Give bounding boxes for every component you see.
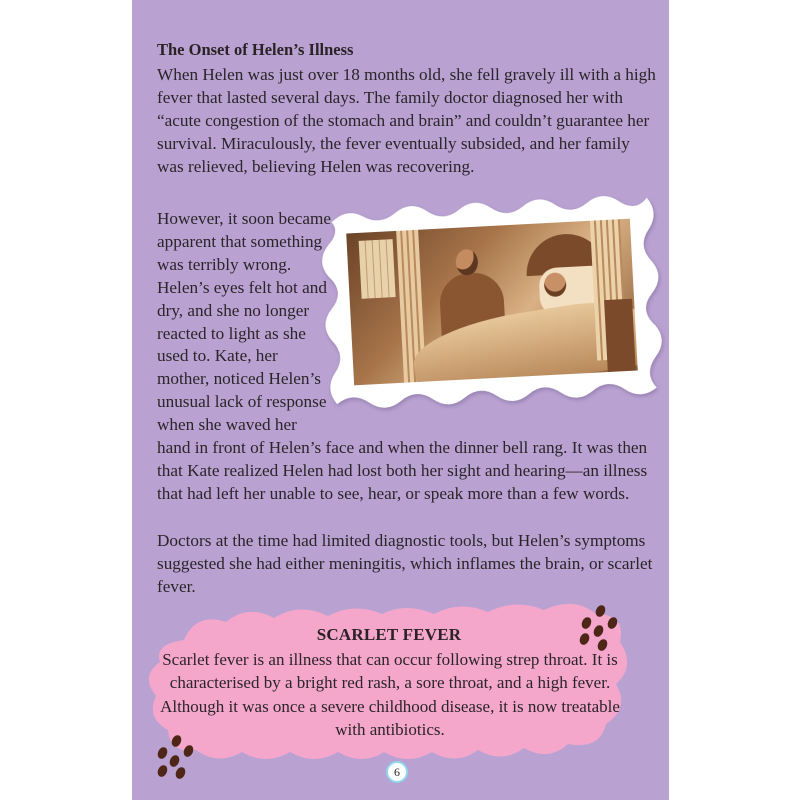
window [359, 239, 396, 299]
decorative-dots-icon [576, 603, 621, 648]
callout-text: Scarlet fever is an illness that can occur following strep throat. It is characterised by a bright red rash, a sore throat, and a high fever. Although it was once a severe childhood disease, it is now treatable with antibiotics. [160, 650, 620, 739]
illustration-image [346, 219, 638, 386]
decorative-dots-icon [156, 733, 201, 778]
mother-head [455, 249, 478, 276]
callout-title: SCARLET FEVER [316, 625, 462, 644]
paragraph-2-text: However, it soon became apparent that something was terribly wrong. Helen’s eyes felt hot and dry, and she no longer reacted to light as she used to. Kate, her mother, noticed Helen’s unusual lack of response when she waved her hand in front of Helen’s face and when the dinner bell rang. It was then that Kate realized Helen had lost both her sight and hearing—an illness that had left her unable to see, hear, or speak more than a few words. [157, 209, 648, 503]
side-table [604, 299, 636, 372]
scarlet-fever-callout [144, 600, 634, 760]
section-heading: The Onset of Helen’s Illness [157, 40, 354, 59]
book-page [132, 0, 669, 800]
illustration-frame [317, 187, 668, 417]
paragraph-1: When Helen was just over 18 months old, she fell gravely ill with a high fever that lasted several days. The family doctor diagnosed her with “acute congestion of the stomach and brain” and couldn’t guarantee her survival. Miraculously, the fever eventually subsided, and her family was relieved, believing Helen was recovering. [157, 65, 656, 176]
paragraph-3: Doctors at the time had limited diagnostic tools, but Helen’s symptoms suggested she had either meningitis, which inflames the brain, or scarlet fever. [157, 531, 653, 596]
page-number: 6 [386, 761, 408, 783]
